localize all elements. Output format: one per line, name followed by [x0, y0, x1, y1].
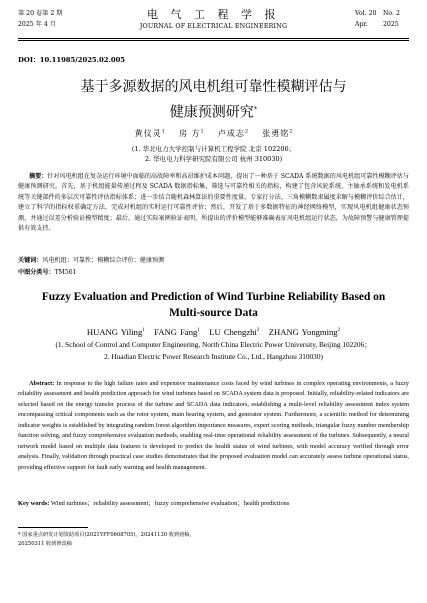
- author-en: ZHANG Yongming: [268, 327, 338, 337]
- author-sup: 1: [142, 328, 145, 334]
- affiliation-cn: 2. 华电电力科学研究院有限公司 杭州 310030): [144, 155, 283, 163]
- year-en: 2025: [383, 21, 399, 28]
- affiliation-en: (1. School of Control and Computer Engineering, North China Electric Power University, Beijing 102206；: [55, 340, 372, 349]
- author-cn: 卢成志: [217, 129, 245, 138]
- classification-cn: [18, 267, 409, 276]
- affiliations-en: [20, 339, 407, 362]
- author-en: LU Chengzhi: [209, 327, 257, 337]
- author-sup: 2: [337, 328, 341, 334]
- header-rule-thin: [18, 40, 409, 41]
- issue-info-en: [355, 8, 409, 30]
- title-en-line2: Multi-source Data: [169, 307, 258, 319]
- authors-cn: [20, 128, 407, 139]
- running-header: [18, 8, 409, 38]
- affiliations-cn: [20, 144, 407, 164]
- author-cn: 张勇铭: [262, 129, 290, 138]
- keywords-cn: [18, 255, 409, 264]
- footnote-line1: * 国家重点研发计划资助项目(2021YFF0608705)。20241130 收到初稿，: [18, 532, 195, 538]
- classification-cn-text: TM561: [54, 269, 77, 276]
- number-en: No. 2: [383, 10, 400, 17]
- keywords-cn-label: 关键词：: [18, 257, 43, 264]
- footnote-line2: 20250311 收到修改稿: [18, 540, 72, 547]
- header-rule-thick: [18, 38, 409, 39]
- title-footnote-mark: *: [253, 105, 258, 113]
- abstract-en: [18, 379, 409, 473]
- author-sup: 1: [197, 328, 200, 334]
- title-en: [24, 289, 403, 321]
- keywords-en-text: Wind turbines；reliability assessment；fuzzy comprehensive evaluation；health predictions: [50, 500, 290, 507]
- author-sup: 2: [244, 128, 249, 135]
- abstract-en-text: In response to the high failure rates and expensive maintenance costs faced by wind turbines in complex operating environments, a fuzzy reliability assessment and health prediction approach for wind turbines based on SCADA system data is proposed. Initially, reliability-related indicators are selected based on the energy transfer process of the turbine and SCADA data indicators, establishing a multi-level reliability assessment index system encompassing critical components such as the rotor system, main bearing system, and generator system. Furthermore, a scientific method for determining indicator weights is established by integrating random forest algorithm importance measures, expert scoring methods, triangular fuzzy number membership function solving, and fuzzy comprehensive evaluation methods, enabling real-time operational reliability assessment of the turbines. Subsequently, a neural network model based on multiple data features is developed to predict the health status of wind turbines, with model accuracy verified through error analysis. Finally, validation through practical case studies demonstrates that the proposed evaluation model can accurately assess turbine operational status, providing effective support for fault early warning and health management.: [18, 380, 409, 471]
- title-en-line1: Fuzzy Evaluation and Prediction of Wind Turbine Reliability Based on: [41, 291, 386, 303]
- author-en: HUANG Yiling: [86, 327, 143, 337]
- journal-name-en: JOURNAL OF ELECTRICAL ENGINEERING: [139, 23, 288, 30]
- author-sup: 1: [161, 128, 165, 135]
- abstract-en-label: Abstract:: [29, 380, 55, 387]
- abstract-cn: [18, 172, 409, 234]
- footnote: [18, 531, 409, 548]
- affiliation-cn: (1. 华北电力大学控制与计算机工程学院 北京 102206；: [131, 145, 296, 153]
- title-cn-line1: 基于多源数据的风电机组可靠性模糊评估与: [80, 79, 347, 95]
- abstract-cn-text: 针对风电机组在复杂运行环境中面临的高故障率和高昂维护成本问题，提出了一种基于 SCADA 系统数据的风电机组可靠性模糊评估与健康预测研究。首先，基于机组能量传递过程及 SCADA 数据指标集，筛选与可靠性相关的指标，构建了包含风轮系统、主轴承系统和发电机系统等关键部件的多层次可靠性评估指标体系；进一步结合随机森林算法的重要性度量、专家打分法、三角模糊数隶属度求解与模糊评价综合估计，建立了科学的指标权重确定方法，完成对机组的实时运行可靠性评价；然后，开发了基于多数据特征的神经网络模型，实现风电机组健康状态预测，并通过误差分析验证模型精度；最后，通过实际案例验证表明，所提出的评价模型能够准确表征风电机组运行状态，为故障预警与健康管理提供有效支持。: [18, 173, 409, 233]
- journal-name: [18, 8, 409, 31]
- author-cn: 黄仪灵: [134, 129, 162, 138]
- author-sup: 1: [200, 128, 204, 135]
- author-sup: 2: [256, 328, 260, 334]
- affiliation-en: 2. Huadian Electric Power Research Institute Co., Ltd., Hangzhou 310030): [104, 351, 323, 361]
- classification-cn-label: 中图分类号：: [18, 269, 55, 276]
- title-cn-line2: 健康预测研究: [169, 104, 254, 121]
- journal-name-cn: 电 气 工 程 学 报: [147, 8, 280, 21]
- issue-date: 2025 年 4 月: [18, 21, 56, 28]
- author-sup: 2: [289, 128, 293, 135]
- title-cn: [20, 76, 407, 124]
- keywords-cn-text: 风电机组；可靠性；模糊综合评价；健康预测: [42, 257, 165, 264]
- author-en: FANG Fang: [154, 327, 198, 337]
- authors-en: [20, 327, 407, 337]
- doi: DOI：10.11985/2025.02.005: [18, 56, 126, 64]
- author-cn: 房 方: [178, 129, 201, 138]
- month-en: Apr.: [355, 21, 368, 28]
- keywords-en-label: Key words:: [18, 500, 50, 507]
- volume-en: Vol. 20: [355, 10, 377, 17]
- keywords-en: [18, 498, 409, 507]
- abstract-cn-label: 摘要：: [29, 173, 48, 180]
- footnote-rule: [18, 527, 88, 528]
- issue-volume: 第 20 卷第 2 期: [18, 10, 63, 17]
